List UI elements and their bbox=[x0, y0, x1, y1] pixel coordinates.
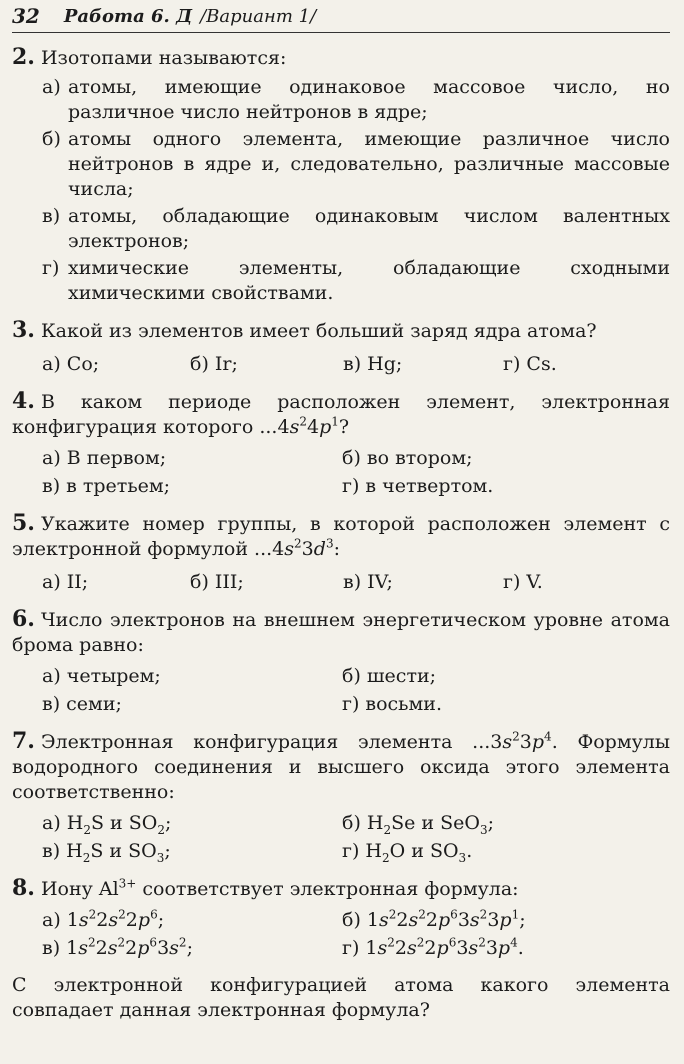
option-b: б) $1s^22s^22p^63s^23p^1$; bbox=[342, 907, 526, 931]
option-c: в) атомы, обладающие одинаковым числом валентных электронов; bbox=[42, 205, 670, 252]
option-c: в) IV; bbox=[343, 571, 393, 593]
option-a: а) четырем; bbox=[42, 665, 161, 687]
question-stem: Какой из элементов имеет больший заряд ядра атома? bbox=[40, 320, 597, 342]
option-a: а) Co; bbox=[42, 353, 100, 375]
option-d: г) $1s^22s^22p^63s^23p^4$. bbox=[342, 935, 524, 959]
question-number: 8. bbox=[12, 875, 35, 901]
question-stem: Число электронов на внешнем энергетическом уровне атома брома равно: bbox=[12, 609, 670, 656]
question-3 bbox=[12, 318, 670, 377]
option-d: г) V. bbox=[503, 571, 543, 593]
question-number: 2. bbox=[12, 44, 35, 70]
option-b: б) Ir; bbox=[190, 353, 238, 375]
followup-question: С электронной конфигурацией атома какого элемента совпадает данная электронная формула? bbox=[12, 974, 670, 1021]
option-b: б) во втором; bbox=[342, 447, 473, 469]
question-number: 7. bbox=[12, 728, 35, 754]
question-5: 5. Укажите номер группы, в которой расположен элемент с электронной формулой $...4s^23d^3$: а) II; б) III; в) IV; г) V. bbox=[12, 510, 670, 593]
variant-label: /Вариант 1/ bbox=[200, 5, 317, 27]
question-stem: Укажите номер группы, в которой расположен элемент с электронной формулой ...4 bbox=[12, 513, 670, 560]
option-a: а) атомы, имеющие одинаковое массовое число, но различное число нейтронов в ядре; bbox=[42, 76, 670, 123]
page-header bbox=[12, 0, 670, 33]
work-title: Работа 6. Д bbox=[63, 5, 193, 27]
option-b: б) $H_2Se$ и SeO$_3$; bbox=[342, 812, 494, 837]
option-d: г) в четвертом. bbox=[342, 475, 494, 497]
question-8: 8. Иону $Al^{3+}$ соответствует электронная формула: а) $1s^22s^22p^6$; б) $1s^22s^22p^63s^23p^1$; в) $1s^22s^22p^63s^2$; г) $1s^22s^22p^63s^23p^4$. С электронной конфигурацией атома какого элемента совпадает данная электронная формула? bbox=[12, 875, 670, 1021]
option-b: б) шести; bbox=[342, 665, 437, 687]
question-7: 7. Электронная конфигурация элемента $...3s^23p^4$. Формулы водородного соединения и высшего оксида этого элемента соответственно: а) $H_2S$ и $SO_2$; б) $H_2Se$ и SeO$_3$; в) $H_2S$ и $SO_3$; г) $H_2O$ и $SO_3$. bbox=[12, 728, 670, 865]
question-number: 5. bbox=[12, 510, 35, 536]
option-c: в) семи; bbox=[42, 693, 122, 715]
page-number: 32 bbox=[12, 3, 40, 28]
option-d: г) восьми. bbox=[342, 693, 443, 715]
option-a: а) В первом; bbox=[42, 447, 167, 469]
option-d: г) Cs. bbox=[503, 353, 557, 375]
question-2 bbox=[12, 45, 670, 306]
option-a: а) II; bbox=[42, 571, 89, 593]
option-a: а) $H_2S$ и $SO_2$; bbox=[42, 812, 172, 837]
option-d: г) $H_2O$ и $SO_3$. bbox=[342, 840, 473, 865]
question-number: 6. bbox=[12, 606, 35, 632]
question-6 bbox=[12, 607, 670, 717]
option-b: б) III; bbox=[190, 571, 244, 593]
question-stem: Иону Al bbox=[40, 878, 119, 900]
question-4: 4. В каком периоде расположен элемент, электронная конфигурация которого $...4s^24p^1$? а) В первом; б) во втором; в) в третьем; г) в четвертом. bbox=[12, 388, 670, 497]
option-c: в) $1s^22s^22p^63s^2$; bbox=[42, 935, 193, 959]
option-d: г) химические элементы, обладающие сходными химическими свойствами. bbox=[42, 257, 670, 304]
option-c: в) $H_2S$ и $SO_3$; bbox=[42, 840, 171, 865]
option-c: в) Hg; bbox=[343, 353, 403, 375]
option-c: в) в третьем; bbox=[42, 475, 171, 497]
question-number: 3. bbox=[12, 317, 35, 343]
question-stem: В каком периоде расположен элемент, электронная конфигурация которого ...4 bbox=[12, 391, 670, 438]
question-stem: Электронная конфигурация элемента ...3 bbox=[40, 731, 503, 753]
option-a: а) $1s^22s^22p^6$; bbox=[42, 907, 165, 931]
option-b: б) атомы одного элемента, имеющие различное число нейтронов в ядре и, следовательно, различные массовые числа; bbox=[42, 128, 670, 200]
question-number: 4. bbox=[12, 388, 35, 414]
question-stem: Изотопами называются: bbox=[40, 47, 287, 69]
